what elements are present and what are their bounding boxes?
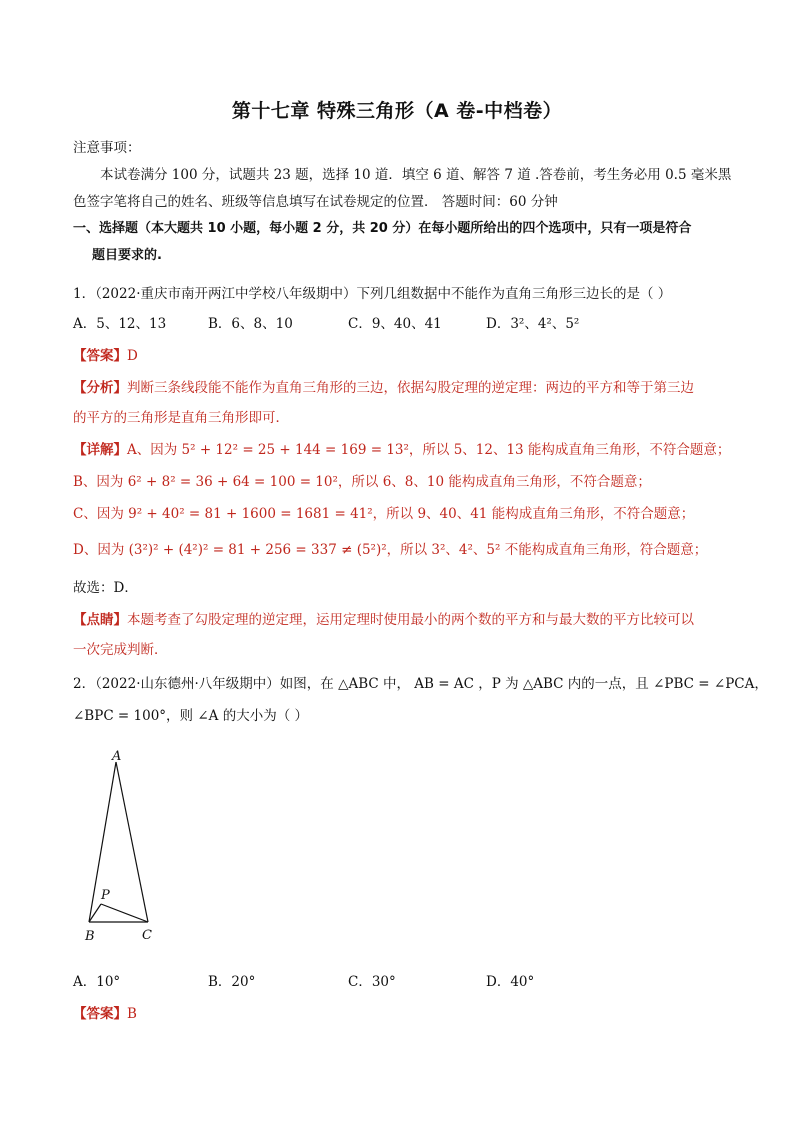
vertex-label-p: P bbox=[101, 888, 110, 903]
section-heading-1: 一、选择题（本大题共 10 小题，每小题 2 分，共 20 分）在每小题所给出的四个选项中，只有一项是符合 bbox=[73, 221, 692, 236]
triangle-figure bbox=[76, 744, 186, 944]
q1-analysis-1 bbox=[73, 376, 694, 396]
notice-line-1: 本试卷满分 100 分，试题共 23 题，选择 10 道．填空 6 道、解答 7 道 .答卷前，考生务必用 0.5 毫米黑 bbox=[100, 167, 732, 183]
detail-tag: 【详解】 bbox=[73, 442, 127, 458]
vertex-label-b: B bbox=[85, 929, 95, 944]
q2-option-a: A．10° bbox=[73, 974, 121, 990]
answer-value: D bbox=[127, 348, 138, 364]
question-1-stem: 1．（2022·重庆市南开两江中学校八年级期中）下列几组数据中不能作为直角三角形三边长的是（ ） bbox=[73, 286, 672, 302]
answer-tag: 【答案】 bbox=[73, 1006, 127, 1022]
q1-option-d: D．3²、4²、5² bbox=[486, 316, 580, 332]
q2-option-b: B．20° bbox=[208, 974, 256, 990]
q1-analysis-2: 的平方的三角形是直角三角形即可． bbox=[73, 410, 289, 426]
answer-value: B bbox=[127, 1006, 137, 1022]
question-2-stem-2: ∠BPC = 100°，则 ∠A 的大小为（ ） bbox=[73, 708, 308, 724]
vertex-label-c: C bbox=[142, 928, 152, 943]
q1-detail-b: B、因为 6² + 8² = 36 + 64 = 100 = 10²，所以 6、8、10 能构成直角三角形，不符合题意； bbox=[73, 474, 651, 490]
side-ac bbox=[116, 762, 148, 922]
segment-pc bbox=[101, 904, 148, 922]
answer-tag: 【答案】 bbox=[73, 348, 127, 364]
q1-option-a: A．5、12、13 bbox=[73, 316, 167, 332]
q1-point-2: 一次完成判断． bbox=[73, 642, 168, 658]
q1-option-c: C．9、40、41 bbox=[348, 316, 442, 332]
vertex-label-a: A bbox=[112, 749, 122, 764]
q1-answer bbox=[73, 344, 138, 364]
analysis-text-1: 判断三条线段能不能作为直角三角形的三边，依据勾股定理的逆定理：两边的平方和等于第三边 bbox=[127, 380, 694, 396]
point-tag: 【点睛】 bbox=[73, 612, 127, 628]
notice-line-2: 色签字笔将自己的姓名、班级等信息填写在试卷规定的位置． 答题时间：60 分钟 bbox=[73, 194, 558, 210]
detail-a-text: A、因为 5² + 12² = 25 + 144 = 169 = 13²，所以 5、12、13 能构成直角三角形，不符合题意； bbox=[127, 442, 731, 458]
q1-option-b: B．6、8、10 bbox=[208, 316, 293, 332]
q2-option-c: C．30° bbox=[348, 974, 396, 990]
q1-point-1 bbox=[73, 608, 694, 628]
question-2-stem-1: 2．（2022·山东德州·八年级期中）如图，在 △ABC 中， AB = AC ，P 为 △ABC 内的一点，且 ∠PBC = ∠PCA， bbox=[73, 676, 768, 692]
q1-choice: 故选：D． bbox=[73, 580, 138, 596]
analysis-tag: 【分析】 bbox=[73, 380, 127, 396]
section-heading-2: 题目要求的. bbox=[92, 248, 162, 263]
q2-answer bbox=[73, 1002, 137, 1022]
q1-detail-c: C、因为 9² + 40² = 81 + 1600 = 1681 = 41²，所以 9、40、41 能构成直角三角形，不符合题意； bbox=[73, 506, 695, 522]
notice-heading: 注意事项： bbox=[73, 140, 141, 156]
q1-detail-d: D、因为 (3²)² + (4²)² = 81 + 256 = 337 ≠ (5²)²，所以 3²、4²、5² 不能构成直角三角形，符合题意； bbox=[73, 542, 708, 558]
q1-detail-a bbox=[73, 438, 730, 458]
q2-option-d: D．40° bbox=[486, 974, 535, 990]
point-text-1: 本题考查了勾股定理的逆定理，运用定理时使用最小的两个数的平方和与最大数的平方比较可以 bbox=[127, 612, 694, 628]
page-title: 第十七章 特殊三角形（A 卷-中档卷） bbox=[231, 100, 563, 122]
